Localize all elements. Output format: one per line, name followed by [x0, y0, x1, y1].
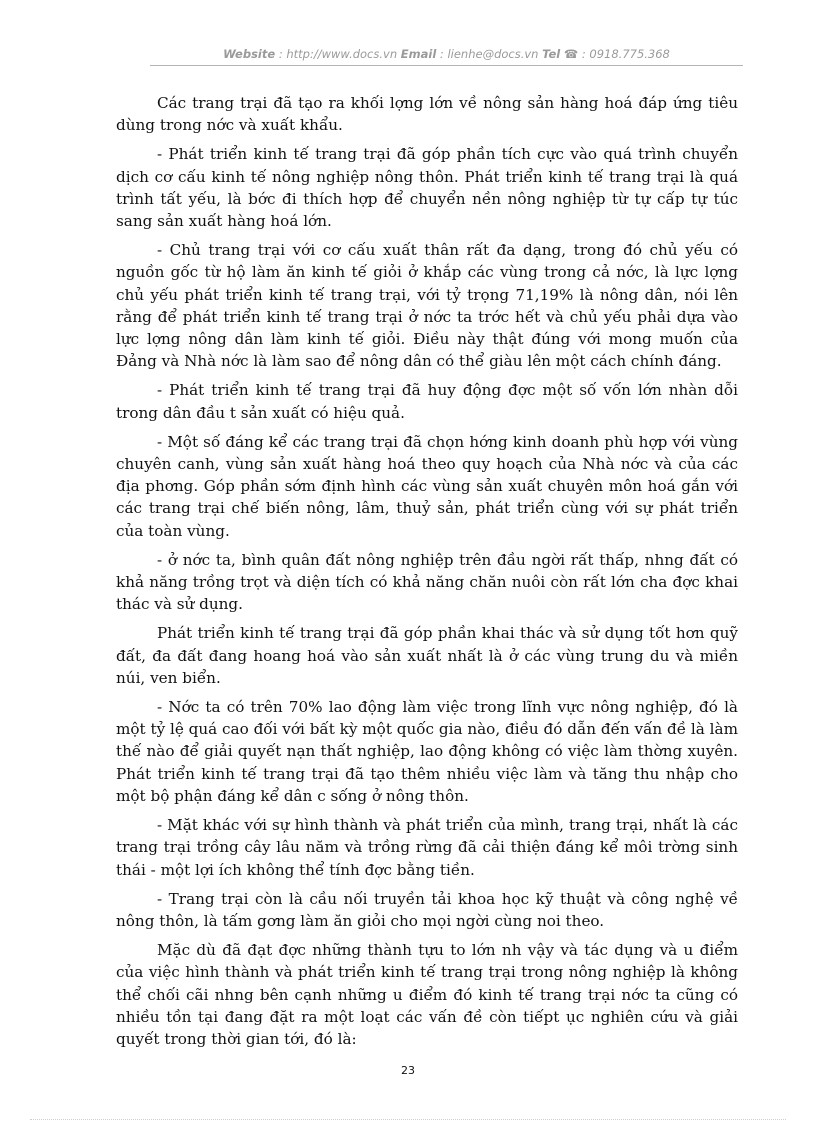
- website-label: Website: [223, 47, 276, 61]
- email-value: : lienhe@docs.vn: [436, 47, 543, 61]
- paragraph: Phát triển kinh tế trang trại đã góp phần khai thác và sử dụng tốt hơn quỹ đất, đa đất đang hoang hoá vào sản xuất nhất là ở các vùng trung du và miền núi, ven biển.: [116, 624, 738, 687]
- header-divider: [150, 65, 743, 66]
- tel-value: ☎ : 0918.775.368: [560, 47, 670, 61]
- footer-divider: [30, 1119, 786, 1120]
- email-label: Email: [400, 47, 437, 61]
- paragraph: - ở nớc ta, bình quân đất nông nghiệp trên đầu ngời rất thấp, nhng đất có khả năng trồng trọt và diện tích có khả năng chăn nuôi còn rất lớn cha đợc khai thác và sử dụng.: [116, 550, 738, 614]
- paragraph: - Phát triển kinh tế trang trại đã huy động đợc một số vốn lớn nhàn dỗi trong dân đầu t sản xuất có hiệu quả.: [116, 381, 738, 422]
- page-header: [150, 47, 743, 61]
- paragraph: - Trang trại còn là cầu nối truyền tải khoa học kỹ thuật và công nghệ về nông thôn, là tấm gơng làm ăn giỏi cho mọi ngời cùng noi theo.: [116, 889, 738, 930]
- website-value: : http://www.docs.vn: [275, 47, 401, 61]
- body-text: [116, 92, 738, 1057]
- paragraph: - Phát triển kinh tế trang trại đã góp phần tích cực vào quá trình chuyển dịch cơ cấu kinh tế nông nghiệp nông thôn. Phát triển kinh tế trang trại là quá trình tất yếu, là bớc đi thích hợp để chuyển nền nông nghiệp từ tự cấp tự túc sang sản xuất hàng hoá lớn.: [116, 145, 738, 231]
- page-number: 23: [401, 1064, 415, 1077]
- tel-label: Tel: [542, 47, 561, 61]
- paragraph: - Một số đáng kể các trang trại đã chọn hớng kinh doanh phù hợp với vùng chuyên canh, vùng sản xuất hàng hoá theo quy hoạch của Nhà nớc và của các địa phơng. Góp phần sớm định hình các vùng sản xuất chuyên môn hoá gắn với các trang trại chế biến nông, lâm, thuỷ sản, phát triển cùng với sự phát triển của toàn vùng.: [116, 432, 738, 540]
- paragraph: - Nớc ta có trên 70% lao động làm việc trong lĩnh vực nông nghiệp, đó là một tỷ lệ quá cao đối với bất kỳ một quốc gia nào, điều đó dẫn đến vấn đề là làm thế nào để giải quyết nạn thất nghiệp, lao động không có việc làm thờng xuyên. Phát triển kinh tế trang trại đã tạo thêm nhiều việc làm và tăng thu nhập cho một bộ phận đáng kể dân c sống ở nông thôn.: [116, 698, 738, 805]
- paragraph: Các trang trại đã tạo ra khối lợng lớn về nông sản hàng hoá đáp ứng tiêu dùng trong nớc và xuất khẩu.: [116, 94, 738, 135]
- paragraph: - Chủ trang trại với cơ cấu xuất thân rất đa dạng, trong đó chủ yếu có nguồn gốc từ hộ làm ăn kinh tế giỏi ở khắp các vùng trong cả nớc, là lực lợng chủ yếu phát triển kinh tế trang trại, với tỷ trọng 71,19% là nông dân, nói lên rằng để phát triển kinh tế trang trại ở nớc ta trớc hết và chủ yếu phải dựa vào lực lợng nông dân làm kinh tế giỏi. Điều này thật đúng với mong muốn của Đảng và Nhà nớc là làm sao để nông dân có thể giàu lên một cách chính đáng.: [116, 241, 738, 371]
- paragraph: - Mặt khác với sự hình thành và phát triển của mình, trang trại, nhất là các trang trại trồng cây lâu năm và trồng rừng đã cải thiện đáng kể môi trờng sinh thái - một lợi ích không thể tính đợc bằng tiền.: [116, 816, 738, 879]
- paragraph: Mặc dù đã đạt đợc những thành tựu to lớn nh vậy và tác dụng và u điểm của việc hình thành và phát triển kinh tế trang trại trong nông nghiệp là không thể chối cãi nhng bên cạnh những u điểm đó kinh tế trang trại nớc ta cũng có nhiều tồn tại đang đặt ra một loạt các vấn đề còn tiếpt ục nghiên cứu và giải quyết trong thời gian tới, đó là:: [116, 941, 738, 1048]
